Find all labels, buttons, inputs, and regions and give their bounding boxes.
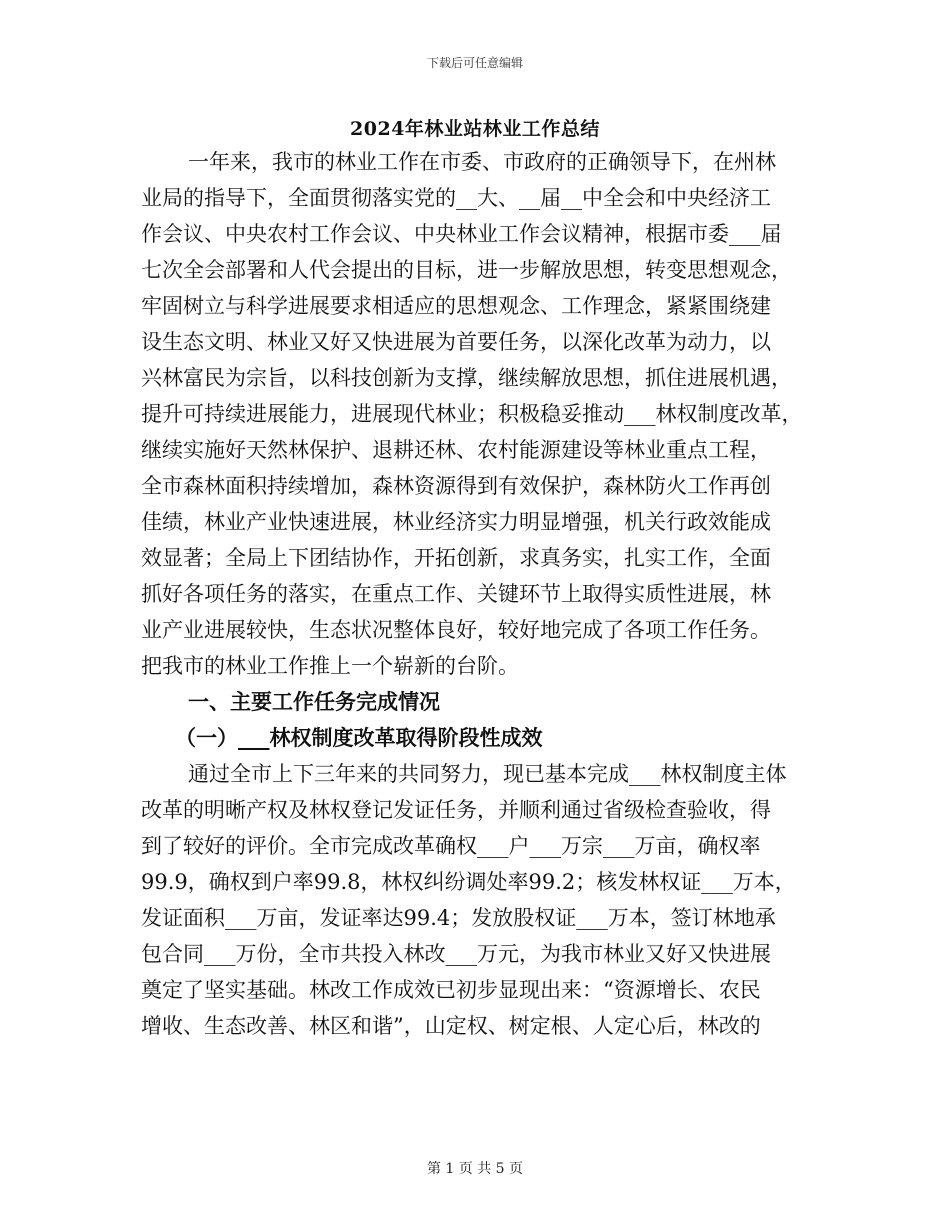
section-heading-1: 一、主要工作任务完成情况 <box>188 689 440 714</box>
body-line-22: 发证面积___万亩，发证率达99.4；发放股权证___万本，签订林地承 <box>141 906 776 930</box>
body-line-9: 继续实施好天然林保护、退耕还林、农村能源建设等林业重点工程， <box>141 438 771 462</box>
body-line-24: 奠定了坚实基础。林改工作成效已初步显现出来：“资源增长、农民 <box>141 978 761 1002</box>
document-title: 2024年林业站林业工作总结 <box>350 118 600 140</box>
body-line-7: 兴林富民为宗旨，以科技创新为支撑，继续解放思想，抓住进展机遇， <box>141 366 792 390</box>
body-line-14: 业产业进展较快，生态状况整体良好，较好地完成了各项工作任务。 <box>141 618 771 642</box>
body-line-3: 作会议、中央农村工作会议、中央林业工作会议精神，根据市委___届 <box>141 222 782 246</box>
body-line-10: 全市森林面积持续增加，森林资源得到有效保护，森林防火工作再创 <box>141 474 771 498</box>
body-line-20: 到了较好的评价。全市完成改革确权___户___万宗___万亩，确权率 <box>141 834 761 858</box>
body-line-19: 改革的明晰产权及林权登记发证任务，并顺利通过省级检查验收，得 <box>141 798 771 822</box>
body-line-11: 佳绩，林业产业快速进展，林业经济实力明显增强，机关行政效能成 <box>141 510 771 534</box>
body-line-23: 包合同___万份，全市共投入林改___万元，为我市林业又好又快进展 <box>141 942 771 966</box>
body-line-25: 增收、生态改善、林区和谐”，山定权、树定根、人定心后，林改的 <box>141 1014 761 1038</box>
body-line-21: 99.9，确权到户率99.8，林权纠纷调处率99.2；核发林权证___万本， <box>141 870 796 894</box>
body-line-4: 七次全会部署和人代会提出的目标，进一步解放思想，转变思想观念， <box>141 258 792 282</box>
body-line-2: 业局的指导下，全面贯彻落实党的__大、__届__中全会和中央经济工 <box>141 186 771 210</box>
page-header-note: 下载后可任意编辑 <box>426 56 523 70</box>
body-line-18: 通过全市上下三年来的共同努力，现已基本完成___林权制度主体 <box>188 762 787 786</box>
body-line-6: 设生态文明、林业又好又快进展为首要任务，以深化改革为动力，以 <box>141 330 771 354</box>
body-line-5: 牢固树立与科学进展要求相适应的思想观念、工作理念，紧紧围绕建 <box>141 294 771 318</box>
body-line-13: 抓好各项任务的落实，在重点工作、关键环节上取得实质性进展，林 <box>141 582 771 606</box>
body-line-15: 把我市的林业工作推上一个崭新的台阶。 <box>141 654 519 678</box>
page-number-footer: 第 1 页 共 5 页 <box>426 1161 524 1177</box>
body-line-12: 效显著；全局上下团结协作，开拓创新，求真务实，扎实工作，全面 <box>141 546 771 570</box>
body-line-8: 提升可持续进展能力，进展现代林业；积极稳妥推动___林权制度改革， <box>141 402 803 426</box>
body-line-1: 一年来，我市的林业工作在市委、市政府的正确领导下，在州林 <box>188 150 776 174</box>
subsection-heading-1: （一）___林权制度改革取得阶段性成效 <box>175 725 543 750</box>
